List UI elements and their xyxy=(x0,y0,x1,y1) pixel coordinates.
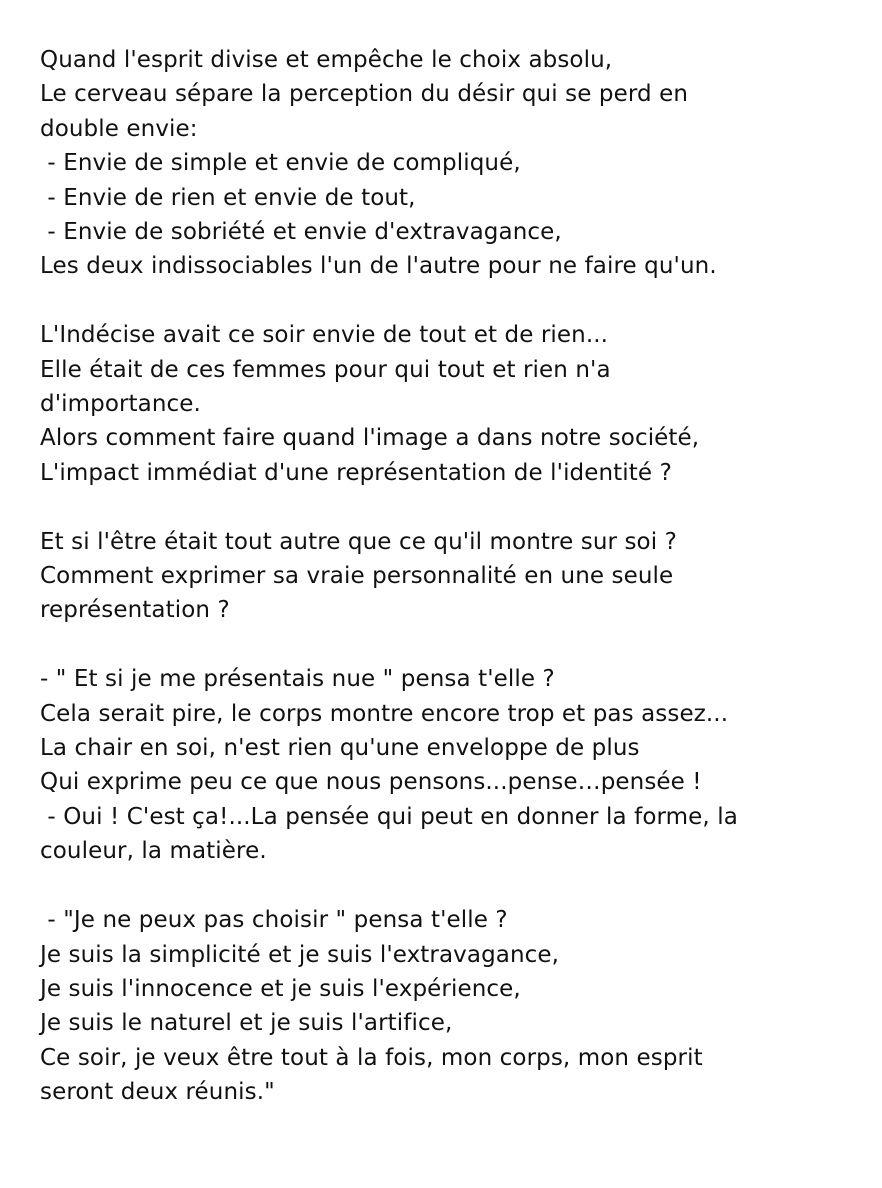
poem-line: d'importance. xyxy=(40,391,201,418)
poem-line: Elle était de ces femmes pour qui tout et rien n'a xyxy=(40,356,611,383)
poem-line: - Envie de rien et envie de tout, xyxy=(40,184,416,211)
poem-line: Ce soir, je veux être tout à la fois, mon corps, mon esprit xyxy=(40,1044,703,1071)
poem-page xyxy=(40,43,860,1110)
poem-line: Qui exprime peu ce que nous pensons...pense…pensée ! xyxy=(40,769,702,796)
poem-line: - Envie de simple et envie de compliqué, xyxy=(40,150,521,177)
poem-line: Comment exprimer sa vraie personnalité en une seule xyxy=(40,563,674,590)
poem-line: L'impact immédiat d'une représentation de l'identité ? xyxy=(40,459,672,486)
poem-line: - "Je ne peux pas choisir " pensa t'elle ? xyxy=(40,907,508,934)
poem-line: couleur, la matière. xyxy=(40,838,267,865)
poem-line: Cela serait pire, le corps montre encore trop et pas assez... xyxy=(40,700,729,727)
poem-line: Les deux indissociables l'un de l'autre pour ne faire qu'un. xyxy=(40,253,717,280)
poem-line: La chair en soi, n'est rien qu'une enveloppe de plus xyxy=(40,735,640,762)
stanza-5 xyxy=(40,903,860,1109)
stanza-1 xyxy=(40,43,860,284)
poem-line: Le cerveau sépare la perception du désir qui se perd en xyxy=(40,81,689,108)
poem-line: - Envie de sobriété et envie d'extravagance, xyxy=(40,219,562,246)
poem-line: Je suis le naturel et je suis l'artifice, xyxy=(40,1010,453,1037)
poem-line: représentation ? xyxy=(40,597,230,624)
poem-line: Quand l'esprit divise et empêche le choix absolu, xyxy=(40,47,613,73)
stanza-3 xyxy=(40,525,860,628)
poem-line: - Oui ! C'est ça!...La pensée qui peut en donner la forme, la xyxy=(40,803,738,830)
poem-line: Je suis la simplicité et je suis l'extravagance, xyxy=(40,941,560,968)
poem-line: Je suis l'innocence et je suis l'expérience, xyxy=(40,975,521,1002)
stanza-2 xyxy=(40,318,860,490)
poem-line: double envie: xyxy=(40,115,198,142)
poem-line: Alors comment faire quand l'image a dans notre société, xyxy=(40,425,700,452)
stanza-4 xyxy=(40,662,860,868)
poem-line: L'Indécise avait ce soir envie de tout et de rien... xyxy=(40,322,609,349)
poem-line: - " Et si je me présentais nue " pensa t'elle ? xyxy=(40,666,555,693)
poem-line: Et si l'être était tout autre que ce qu'il montre sur soi ? xyxy=(40,528,677,555)
poem-line: seront deux réunis." xyxy=(40,1079,275,1106)
